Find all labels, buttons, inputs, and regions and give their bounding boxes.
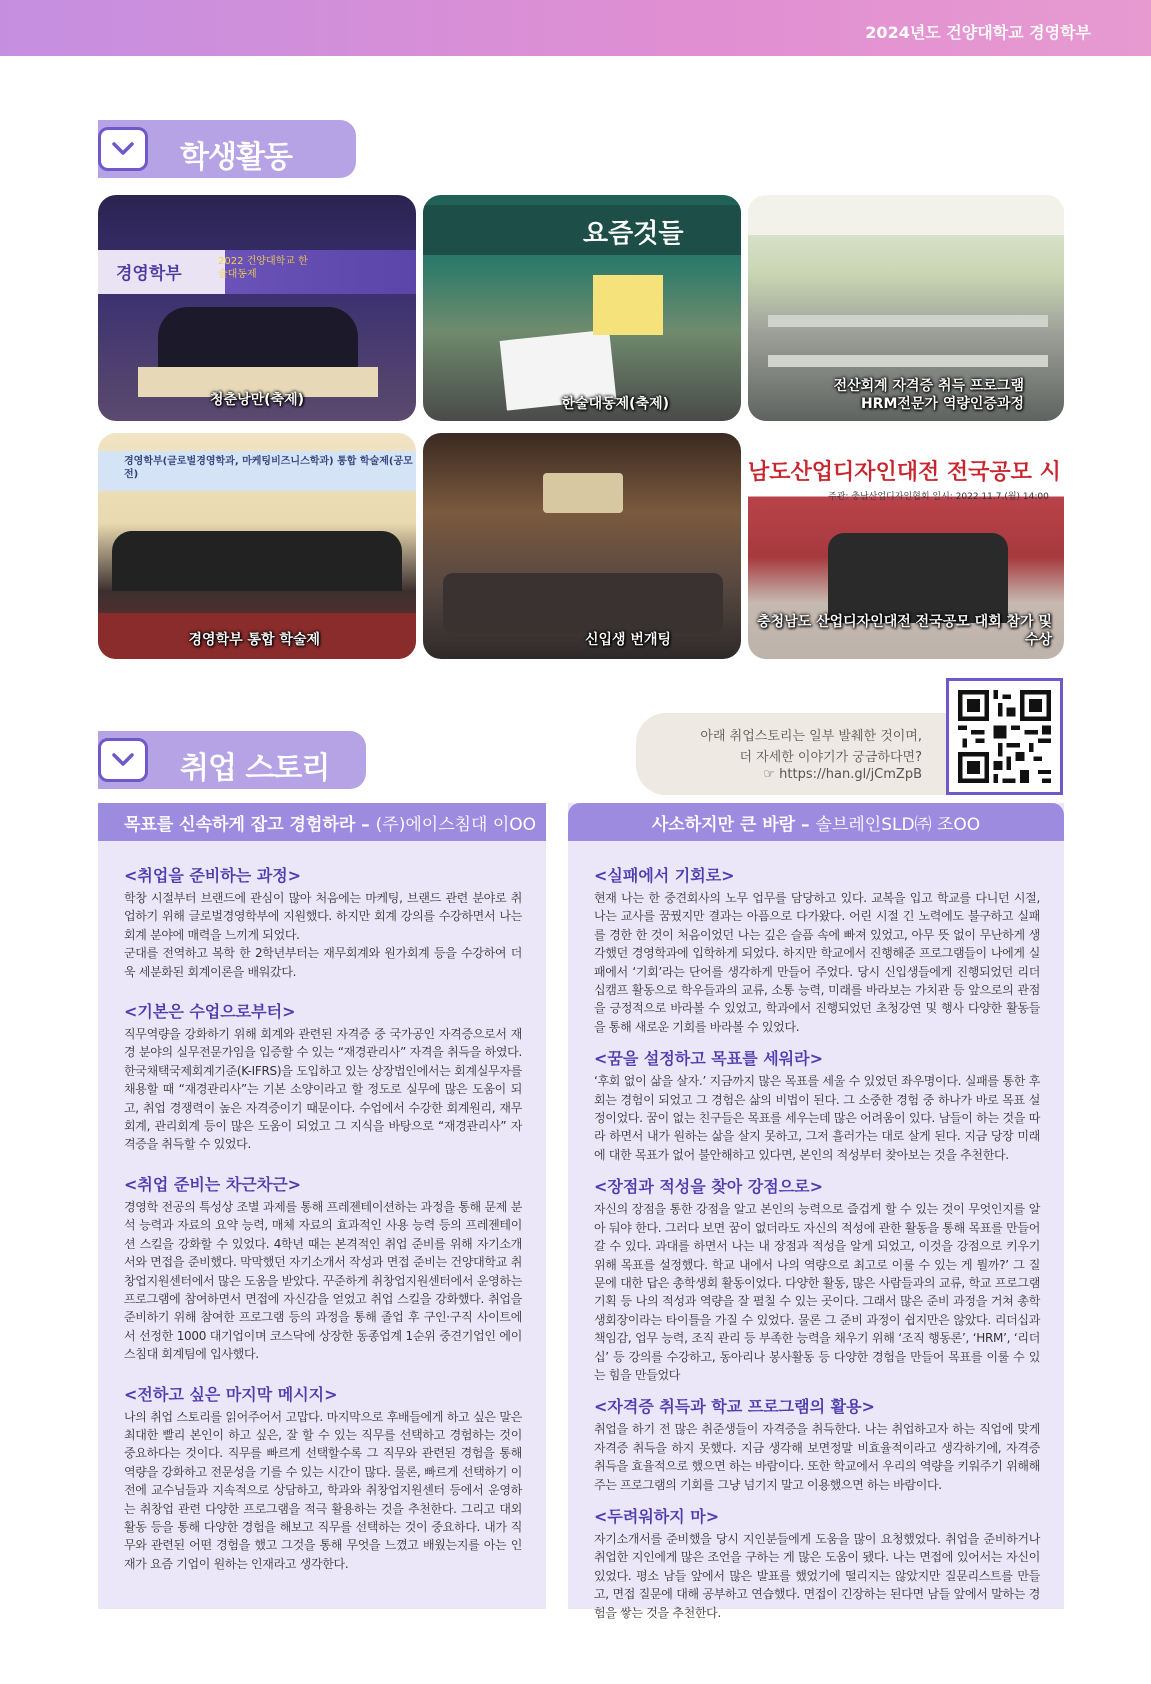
- table-group: [443, 573, 723, 633]
- story-left-body: [98, 863, 546, 1573]
- contest-banner-title: 남도산업디자인대전 전국공모 시: [748, 460, 1061, 485]
- story-section-heading: <꿈을 설정하고 목표를 세워라>: [594, 1049, 823, 1069]
- desk-row: [768, 315, 1048, 327]
- stories-section-header: [98, 731, 366, 789]
- brand-title: 2024년도 건양대학교 경영학부: [865, 23, 1091, 42]
- story-section-text: 학창 시절부터 브랜드에 관심이 많아 처음에는 마케팅, 브랜드 관련 분야로 취업하기 위해 글로벌경영학부에 지원했다. 하지만 회계 강의를 수강하면서 나는 회계 분야에 매력을 느끼게 되었다. 군대를 전역하고 복학 한 2학년부터는 재무회계와 원가회계 등을 수강하여 더욱 세분화된 회계이론을 배워갔다.: [124, 891, 522, 979]
- story-section-heading: <취업을 준비하는 과정>: [124, 866, 302, 885]
- activity-photo: [98, 195, 416, 421]
- chevron-down-icon: [98, 127, 148, 171]
- photo-caption: 경영학부 통합 학술제: [188, 631, 320, 648]
- story-left-author: (주)에이스침대 이OO: [375, 814, 537, 835]
- top-banner: [0, 0, 1151, 56]
- story-left-title: 목표를 신속하게 잡고 경험하라 –: [124, 814, 370, 835]
- story-section-heading: <두려워하지 마>: [594, 1506, 720, 1526]
- story-section-text: ‘후회 없이 삶을 살자.’ 지금까지 많은 목표를 세울 수 있었던 좌우명이다. 실패를 통한 후회는 경험이 되었고 그 경험은 삶의 비법이 된다. 그 소중한 경험 중 하나가 바로 목표 설정이었다. 꿈이 없는 친구들은 목표를 세우는데 많은 어려움이 있다. 남들이 하는 것을 따라 하면서 내가 원하는 삶을 살지 못하고, 그저 흘러가는 대로 살게 된다. 지금 당장 미래에 대한 목표가 없어 불안해하고 있다면, 본인의 적성부터 찾아보는 것을 추천한다.: [594, 1074, 1040, 1162]
- photo-caption: 한술대동제(축제): [561, 395, 669, 412]
- photo-caption: 청춘낭만(축제): [210, 391, 304, 408]
- activity-photo: [98, 433, 416, 659]
- story-right-body: [568, 863, 1064, 1622]
- desk-row: [768, 355, 1048, 367]
- activity-photo: [748, 195, 1064, 421]
- story-left-title-bar: [98, 803, 546, 841]
- story-section-heading: <취업 준비는 차근차근>: [124, 1174, 302, 1194]
- story-section-heading: <자격증 취득과 학교 프로그램의 활용>: [594, 1397, 875, 1417]
- seminar-banner-title: 경영학부(글로벌경영학과, 마케팅비즈니스학과) 통합 학술제(공모전): [124, 456, 413, 480]
- story-section-heading: <실패에서 기회로>: [594, 866, 735, 885]
- story-section-text: 현재 나는 한 중견회사의 노무 업무를 담당하고 있다. 교복을 입고 학교를 다니던 시절, 나는 교사를 꿈꿨지만 결과는 아픔으로 다가왔다. 어린 시절 긴 노력에도 불구하고 실패를 경한 한 것이 처음이었던 나는 깊은 슬픔 속에 빠져 있었고, 아무 뜻 없이 무난하게 생각했던 경영학과에 입학하게 되었다. 하지만 학교에서 진행해준 프로그램들이 나에게 실패에서 ‘기회’라는 단어를 생각하게 만들어 주었다. 당시 신입생들에게 진행되었던 리더십캠프 활동으로 학우들과의 교류, 소통 능력, 미래를 바라보는 가치관 등 앞으로의 관점을 긍정적으로 바라볼 수 있었고, 학과에서 진행되었던 초청강연 및 행사 다양한 활동들을 통해 새로운 기회를 바라볼 수 있었다.: [594, 891, 1040, 1034]
- festival-banner: [423, 205, 741, 255]
- story-section-text: 취업을 하기 전 많은 취준생들이 자격증을 취득한다. 나는 취업하고자 하는 직업에 맞게 자격증 취득을 하지 못했다. 지금 생각해 보면정말 비효율적이라고 생각하기에, 자격증 취득을 효율적으로 했으면 하는 바람이다. 또한 학교에서 우리의 역량을 키워주기 위해해주는 프로그램의 기회를 그냥 넘기지 말고 이용했으면 하는 바람이다.: [594, 1422, 1040, 1492]
- story-section-heading: <전하고 싶은 마지막 메시지>: [124, 1384, 338, 1404]
- story-section-text: 직무역량을 강화하기 위해 회계와 관련된 자격증 중 국가공인 자격증으로서 재경 분야의 실무전문가임을 입증할 수 있는 “재경관리사” 자격을 취득을 하였다. 한국채택국제회계기준(K-IFRS)을 도입하고 있는 상장법인에서는 회계실무자를 채용할 때 “재경관리사”는 기본 소양이라고 할 정도로 실무에 많은 도움이 되고, 취업 경쟁력이 높은 자격증이기 때문이다. 수업에서 수강한 회계원리, 재무회계, 관리회계 등이 많은 도움이 되었고 그 지식을 바탕으로 “재경관리사” 자격증을 취득할 수 있었다.: [124, 1027, 522, 1152]
- contest-banner-sub: 주관: 충남산업디자인협회 일시: 2022.11.7.(월) 14:00: [828, 492, 1049, 502]
- ceiling: [748, 195, 1064, 235]
- notice-line-1: 아래 취업스토리는 일부 발췌한 것이며,: [700, 729, 922, 744]
- chevron-down-icon: [98, 738, 148, 782]
- photo-caption: 신입생 번개팅: [584, 631, 671, 648]
- festival-banner-sub: 2022 건양대학교 한술대동제: [218, 256, 308, 280]
- festival-banner-title: 경영학부: [116, 264, 182, 284]
- photo-caption: 충청남도 산업디자인대전 전국공모 대회 참가 및 수상: [757, 614, 1052, 648]
- winners-silhouette: [828, 533, 1008, 623]
- crowd-silhouette: [112, 531, 402, 591]
- student-sign: [593, 275, 663, 335]
- activity-photo: [423, 195, 741, 421]
- notice-line-2: 더 자세한 이야기가 궁금하다면?: [739, 750, 922, 765]
- story-section-text: 경영학 전공의 특성상 조별 과제를 통해 프레젠테이션하는 과정을 통해 문제 분석 능력과 자료의 요약 능력, 매체 자료의 효과적인 사용 능력 등의 프레젠테이션 스킬을 강화할 수 있었다. 4학년 때는 본격적인 취업 준비를 위해 자기소개서와 면접을 준비했다. 막막했던 자기소개서 작성과 면접 준비는 건양대학교 취창업지원센터에서 많은 도움을 받았다. 꾸준하게 취창업지원센터에서 운영하는 프로그램에 참여하면서 면접에 자신감을 얻었고 취업 스킬을 강화했다. 취업을 준비하기 위해 참여한 프로그램 등의 과정을 통해 졸업 후 구인·구직 사이트에서 선정한 1000 대기업이며 코스닥에 상장한 동종업계 1순위 중견기업인 에이스침대 회계팀에 입사했다.: [124, 1199, 522, 1362]
- activity-photo: [748, 433, 1064, 659]
- story-right-title-bar: [568, 803, 1064, 841]
- story-section-text: 나의 취업 스토리를 읽어주어서 고맙다. 마지막으로 후배들에게 하고 싶은 말은 최대한 빨리 본인이 하고 싶은, 잘 할 수 있는 직무를 선택하고 경험하는 것이 중요하다는 것이다. 직무를 빠르게 선택할수록 그 직무와 관련된 경험을 통해 역량을 강화하고 전문성을 기를 수 있는 시간이 많다. 물론, 빠르게 선택하기 이전에 교수님들과 지속적으로 상담하고, 학과와 취창업지원센터 등에서 운영하는 취창업 관련 다양한 프로그램을 적극 활용하는 것을 추천한다. 그리고 대외활동 등을 통해 다양한 경험을 해보고 직무를 선택하는 것이 중요하다. 내가 직무와 관련된 어떤 경험을 했고 그것을 통해 무엇을 느꼈고 배웠는지를 아는 인재가 요즘 기업이 원하는 인재라고 생각한다.: [124, 1409, 522, 1571]
- festival-banner-title: 요즘것들: [583, 219, 684, 249]
- photo-caption: 전산회계 자격증 취득 프로그램 HRM전문가 역량인증과정: [833, 378, 1024, 412]
- activity-photo: [423, 433, 741, 659]
- story-notice: [636, 713, 958, 795]
- story-left: [98, 803, 546, 1609]
- story-right-author: 솔브레인SLD㈜ 조OO: [815, 814, 981, 835]
- story-section-heading: <기본은 수업으로부터>: [124, 1002, 296, 1022]
- story-section-text: 자기소개서를 준비했을 당시 지인분들에게 도움을 많이 요청했었다. 취업을 준비하거나 취업한 지인에게 많은 조언을 구하는 게 많은 도움이 됐다. 나는 면접에 있어서는 자신이 있었다. 평소 남들 앞에서 많은 발표를 했었기에 떨리지는 않았지만 질문리스트를 만들고, 면접 질문에 대해 공부하고 연습했다. 면접이 긴장하는 된다면 남들 앞에서 말하는 경험을 쌓는 것을 추천한다.: [594, 1531, 1040, 1620]
- stories-title: 취업 스토리: [180, 751, 330, 786]
- notice-link[interactable]: ☞ https://han.gl/jCmZpB: [763, 767, 922, 782]
- story-right: [568, 803, 1064, 1620]
- activities-title: 학생활동: [180, 140, 292, 175]
- wall-screen: [543, 473, 623, 513]
- activities-section-header: [98, 120, 356, 178]
- story-right-title: 사소하지만 큰 바람 –: [651, 814, 810, 835]
- qr-code[interactable]: [946, 678, 1063, 795]
- story-section-text: 자신의 장점을 통한 강점을 알고 본인의 능력으로 즐겁게 할 수 있는 것이 무엇인지를 알아 둬야 한다. 그러다 보면 꿈이 없더라도 자신의 적성에 관한 활동을 통해 목표를 만들어 갈 수 있다. 과대를 하면서 나는 내 장점과 적성을 알게 되었고, 이것을 강점으로 키우기 위해 목표를 설정했다. 학교 내에서 나의 역량으로 최고로 이룰 수 있는 게 뭘까?’ 그 질문에 대한 답은 총학생회 활동이었다. 다양한 활동, 많은 사람들과의 교류, 학교 프로그램 기획 등 나의 적성과 역량을 잘 펼칠 수 있는 곳이다. 그래서 많은 준비 과정을 거쳐 총학생회장이라는 타이틀을 가질 수 있었다. 물론 그 준비 과정이 쉽지만은 않았다. 리더십과 책임감, 업무 능력, 조직 관리 등 부족한 능력을 채우기 위해 ‘조직 행동론’, ‘HRM’, ‘리더십’ 등 강의를 수강하고, 동아리나 봉사활동 등 다양한 경험을 만들어 목표를 이룰 수 있는 힘을 만들었다: [594, 1202, 1040, 1382]
- story-section-heading: <장점과 적성을 찾아 강점으로>: [594, 1177, 823, 1197]
